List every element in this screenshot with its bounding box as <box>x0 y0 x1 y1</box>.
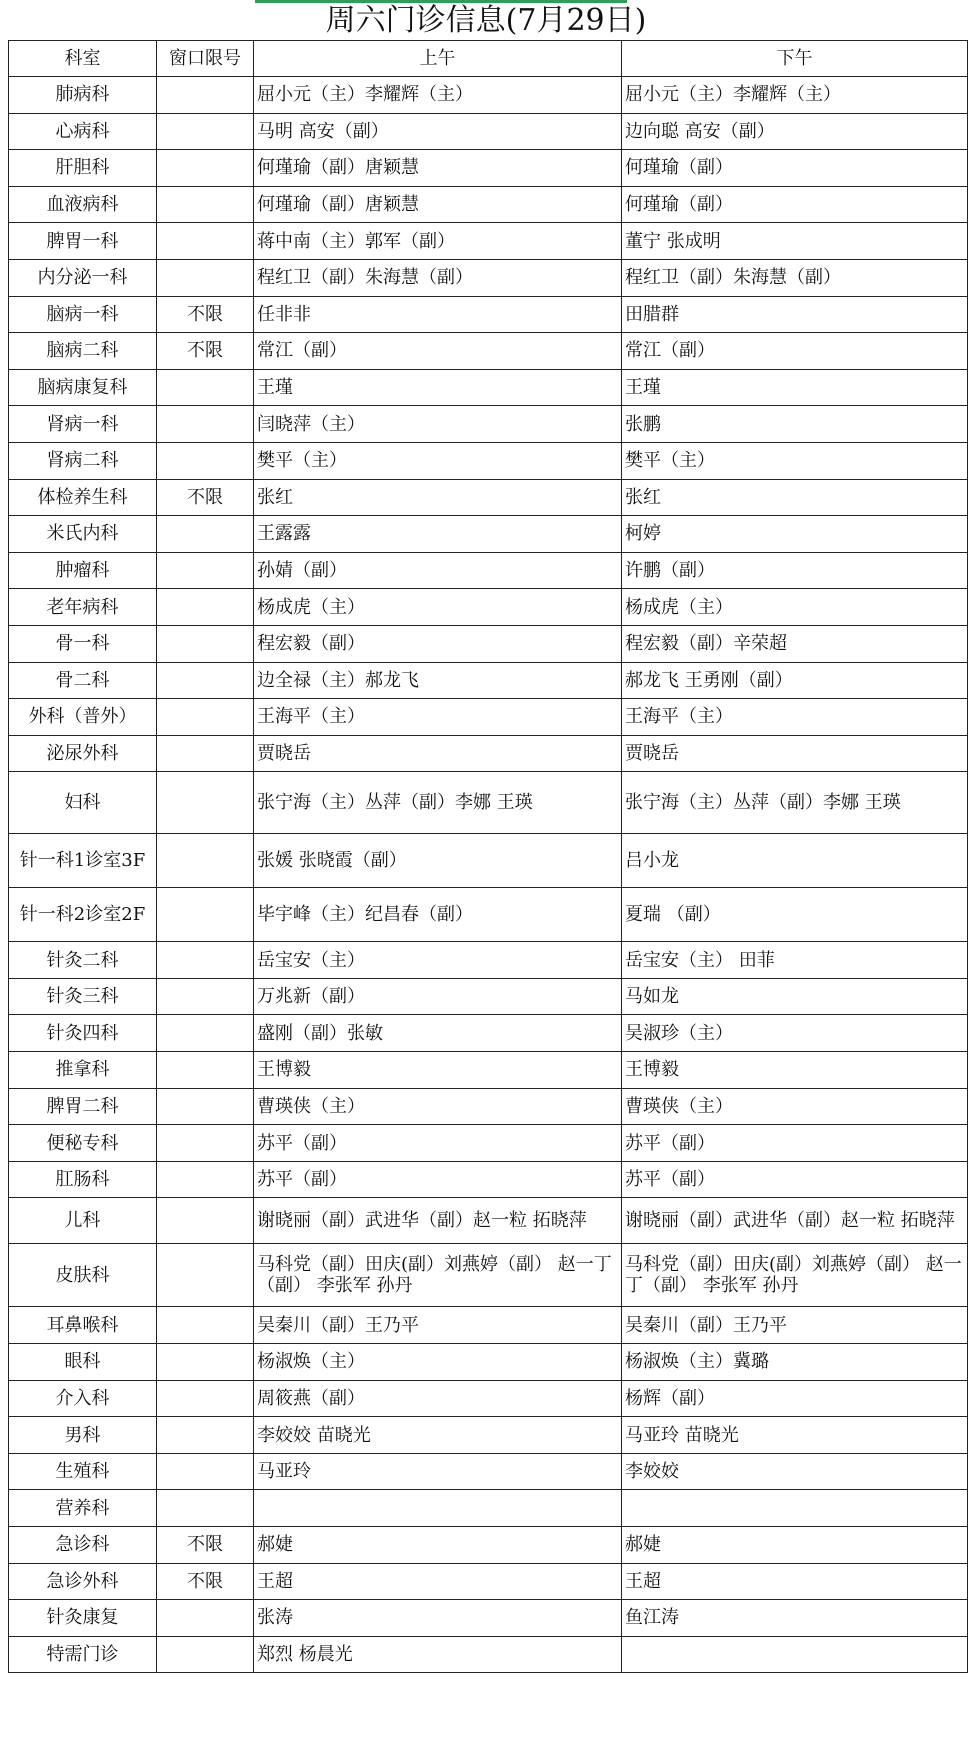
table-row <box>9 1600 968 1637</box>
morning-cell: 吴秦川（副）王乃平 <box>254 1307 622 1344</box>
window-limit-cell <box>157 1244 254 1307</box>
window-limit-cell <box>157 77 254 114</box>
afternoon-cell: 程红卫（副）朱海慧（副） <box>622 259 968 296</box>
afternoon-cell: 程宏毅（副）辛荣超 <box>622 625 968 662</box>
afternoon-cell: 杨辉（副） <box>622 1380 968 1417</box>
morning-cell: 王海平（主） <box>254 699 622 736</box>
afternoon-cell: 王超 <box>622 1563 968 1600</box>
dept-cell: 针灸三科 <box>9 978 157 1015</box>
window-limit-cell: 不限 <box>157 1527 254 1564</box>
table-row <box>9 1380 968 1417</box>
window-limit-cell <box>157 1052 254 1089</box>
window-limit-cell <box>157 662 254 699</box>
table-row <box>9 479 968 516</box>
dept-cell: 营养科 <box>9 1490 157 1527</box>
window-limit-cell <box>157 699 254 736</box>
table-row <box>9 333 968 370</box>
header-morning: 上午 <box>254 41 622 77</box>
table-row <box>9 1344 968 1381</box>
window-limit-cell <box>157 625 254 662</box>
dept-cell: 内分泌一科 <box>9 259 157 296</box>
table-row <box>9 1490 968 1527</box>
table-row <box>9 589 968 626</box>
morning-cell: 杨成虎（主） <box>254 589 622 626</box>
table-row <box>9 1161 968 1198</box>
window-limit-cell <box>157 369 254 406</box>
morning-cell: 谢晓丽（副）武进华（副）赵一粒 拓晓萍 <box>254 1198 622 1244</box>
morning-cell: 张红 <box>254 479 622 516</box>
morning-cell: 孙婧（副） <box>254 552 622 589</box>
afternoon-cell: 郝婕 <box>622 1527 968 1564</box>
dept-cell: 肺病科 <box>9 77 157 114</box>
afternoon-cell: 樊平（主） <box>622 442 968 479</box>
morning-cell: 盛刚（副）张敏 <box>254 1015 622 1052</box>
window-limit-cell <box>157 942 254 979</box>
dept-cell: 骨一科 <box>9 625 157 662</box>
table-row <box>9 442 968 479</box>
window-limit-cell <box>157 150 254 187</box>
afternoon-cell: 田腊群 <box>622 296 968 333</box>
morning-cell: 张媛 张晓霞（副） <box>254 834 622 888</box>
dept-cell: 肾病一科 <box>9 406 157 443</box>
table-row <box>9 1417 968 1454</box>
window-limit-cell <box>157 1380 254 1417</box>
morning-cell: 蒋中南（主）郭军（副） <box>254 223 622 260</box>
dept-cell: 外科（普外） <box>9 699 157 736</box>
window-limit-cell <box>157 1636 254 1673</box>
morning-cell: 毕宇峰（主）纪昌春（副） <box>254 888 622 942</box>
window-limit-cell <box>157 259 254 296</box>
morning-cell: 何瑾瑜（副）唐颖慧 <box>254 150 622 187</box>
page-title: 周六门诊信息(7月29日) <box>325 3 647 38</box>
morning-cell: 马亚玲 <box>254 1453 622 1490</box>
window-limit-cell <box>157 1198 254 1244</box>
window-limit-cell <box>157 1453 254 1490</box>
afternoon-cell: 张红 <box>622 479 968 516</box>
window-limit-cell <box>157 1600 254 1637</box>
afternoon-cell: 杨淑焕（主）冀璐 <box>622 1344 968 1381</box>
dept-cell: 针灸康复 <box>9 1600 157 1637</box>
window-limit-cell <box>157 1125 254 1162</box>
window-limit-cell: 不限 <box>157 296 254 333</box>
table-row <box>9 1125 968 1162</box>
window-limit-cell <box>157 1015 254 1052</box>
window-limit-cell <box>157 406 254 443</box>
dept-cell: 肾病二科 <box>9 442 157 479</box>
window-limit-cell: 不限 <box>157 333 254 370</box>
morning-cell: 郑烈 杨晨光 <box>254 1636 622 1673</box>
table-row <box>9 888 968 942</box>
morning-cell: 杨淑焕（主） <box>254 1344 622 1381</box>
afternoon-cell: 郝龙飞 王勇刚（副） <box>622 662 968 699</box>
dept-cell: 针灸二科 <box>9 942 157 979</box>
dept-cell: 生殖科 <box>9 1453 157 1490</box>
afternoon-cell: 苏平（副） <box>622 1125 968 1162</box>
dept-cell: 皮肤科 <box>9 1244 157 1307</box>
afternoon-cell: 董宁 张成明 <box>622 223 968 260</box>
afternoon-cell: 吴秦川（副）王乃平 <box>622 1307 968 1344</box>
afternoon-cell: 何瑾瑜（副） <box>622 150 968 187</box>
dept-cell: 骨二科 <box>9 662 157 699</box>
dept-cell: 推拿科 <box>9 1052 157 1089</box>
window-limit-cell <box>157 1307 254 1344</box>
schedule-body <box>9 41 968 1673</box>
afternoon-cell: 贾晓岳 <box>622 735 968 772</box>
window-limit-cell <box>157 1417 254 1454</box>
dept-cell: 男科 <box>9 1417 157 1454</box>
window-limit-cell <box>157 1344 254 1381</box>
window-limit-cell <box>157 1161 254 1198</box>
afternoon-cell: 杨成虎（主） <box>622 589 968 626</box>
dept-cell: 脾胃二科 <box>9 1088 157 1125</box>
morning-cell: 马明 高安（副） <box>254 113 622 150</box>
table-row <box>9 1244 968 1307</box>
morning-cell: 樊平（主） <box>254 442 622 479</box>
table-row <box>9 1636 968 1673</box>
afternoon-cell: 马科党（副）田庆(副）刘燕婷（副） 赵一丁（副） 李张军 孙丹 <box>622 1244 968 1307</box>
dept-cell: 脑病一科 <box>9 296 157 333</box>
dept-cell: 便秘专科 <box>9 1125 157 1162</box>
afternoon-cell: 吕小龙 <box>622 834 968 888</box>
afternoon-cell: 常江（副） <box>622 333 968 370</box>
morning-cell: 常江（副） <box>254 333 622 370</box>
table-row <box>9 296 968 333</box>
dept-cell: 心病科 <box>9 113 157 150</box>
morning-cell <box>254 1490 622 1527</box>
morning-cell: 王超 <box>254 1563 622 1600</box>
dept-cell: 急诊科 <box>9 1527 157 1564</box>
table-row <box>9 772 968 834</box>
afternoon-cell: 张宁海（主）丛萍（副）李娜 王瑛 <box>622 772 968 834</box>
morning-cell: 马科党（副）田庆(副）刘燕婷（副） 赵一丁（副） 李张军 孙丹 <box>254 1244 622 1307</box>
morning-cell: 贾晓岳 <box>254 735 622 772</box>
dept-cell: 米氏内科 <box>9 516 157 553</box>
afternoon-cell: 王海平（主） <box>622 699 968 736</box>
afternoon-cell: 鱼江涛 <box>622 1600 968 1637</box>
morning-cell: 屈小元（主）李耀辉（主） <box>254 77 622 114</box>
table-row <box>9 259 968 296</box>
table-row <box>9 223 968 260</box>
dept-cell: 脑病康复科 <box>9 369 157 406</box>
table-row <box>9 625 968 662</box>
window-limit-cell: 不限 <box>157 479 254 516</box>
table-row <box>9 1088 968 1125</box>
table-row <box>9 406 968 443</box>
dept-cell: 耳鼻喉科 <box>9 1307 157 1344</box>
dept-cell: 体检养生科 <box>9 479 157 516</box>
afternoon-cell: 王瑾 <box>622 369 968 406</box>
morning-cell: 程宏毅（副） <box>254 625 622 662</box>
window-limit-cell <box>157 888 254 942</box>
window-limit-cell <box>157 113 254 150</box>
dept-cell: 脑病二科 <box>9 333 157 370</box>
table-row <box>9 662 968 699</box>
afternoon-cell: 柯婷 <box>622 516 968 553</box>
afternoon-cell <box>622 1490 968 1527</box>
table-row <box>9 1198 968 1244</box>
table-row <box>9 369 968 406</box>
afternoon-cell <box>622 1636 968 1673</box>
header-row <box>9 41 968 77</box>
window-limit-cell <box>157 1490 254 1527</box>
morning-cell: 程红卫（副）朱海慧（副） <box>254 259 622 296</box>
table-row <box>9 516 968 553</box>
dept-cell: 肝胆科 <box>9 150 157 187</box>
header-window-limit: 窗口限号 <box>157 41 254 77</box>
morning-cell: 郝婕 <box>254 1527 622 1564</box>
table-row <box>9 150 968 187</box>
dept-cell: 儿科 <box>9 1198 157 1244</box>
morning-cell: 万兆新（副） <box>254 978 622 1015</box>
table-row <box>9 1015 968 1052</box>
morning-cell: 王博毅 <box>254 1052 622 1089</box>
dept-cell: 妇科 <box>9 772 157 834</box>
dept-cell: 介入科 <box>9 1380 157 1417</box>
afternoon-cell: 边向聪 高安（副） <box>622 113 968 150</box>
window-limit-cell <box>157 516 254 553</box>
morning-cell: 周筱燕（副） <box>254 1380 622 1417</box>
table-row <box>9 1453 968 1490</box>
morning-cell: 闫晓萍（主） <box>254 406 622 443</box>
afternoon-cell: 张鹏 <box>622 406 968 443</box>
afternoon-cell: 夏瑞 （副） <box>622 888 968 942</box>
dept-cell: 针灸四科 <box>9 1015 157 1052</box>
afternoon-cell: 屈小元（主）李耀辉（主） <box>622 77 968 114</box>
window-limit-cell <box>157 552 254 589</box>
table-row <box>9 1307 968 1344</box>
dept-cell: 眼科 <box>9 1344 157 1381</box>
window-limit-cell <box>157 1088 254 1125</box>
dept-cell: 血液病科 <box>9 186 157 223</box>
morning-cell: 何瑾瑜（副）唐颖慧 <box>254 186 622 223</box>
table-row <box>9 834 968 888</box>
window-limit-cell <box>157 735 254 772</box>
morning-cell: 王瑾 <box>254 369 622 406</box>
morning-cell: 张涛 <box>254 1600 622 1637</box>
dept-cell: 特需门诊 <box>9 1636 157 1673</box>
window-limit-cell <box>157 834 254 888</box>
afternoon-cell: 马亚玲 苗晓光 <box>622 1417 968 1454</box>
header-afternoon: 下午 <box>622 41 968 77</box>
table-row <box>9 978 968 1015</box>
afternoon-cell: 王博毅 <box>622 1052 968 1089</box>
window-limit-cell <box>157 442 254 479</box>
afternoon-cell: 马如龙 <box>622 978 968 1015</box>
table-row <box>9 552 968 589</box>
table-row <box>9 1527 968 1564</box>
afternoon-cell: 吴淑珍（主） <box>622 1015 968 1052</box>
dept-cell: 老年病科 <box>9 589 157 626</box>
afternoon-cell: 苏平（副） <box>622 1161 968 1198</box>
table-row <box>9 77 968 114</box>
morning-cell: 张宁海（主）丛萍（副）李娜 王瑛 <box>254 772 622 834</box>
table-row <box>9 1563 968 1600</box>
dept-cell: 针一科2诊室2F <box>9 888 157 942</box>
morning-cell: 苏平（副） <box>254 1161 622 1198</box>
dept-cell: 泌尿外科 <box>9 735 157 772</box>
afternoon-cell: 李姣姣 <box>622 1453 968 1490</box>
dept-cell: 肛肠科 <box>9 1161 157 1198</box>
window-limit-cell <box>157 772 254 834</box>
window-limit-cell <box>157 978 254 1015</box>
header-dept: 科室 <box>9 41 157 77</box>
table-row <box>9 186 968 223</box>
dept-cell: 针一科1诊室3F <box>9 834 157 888</box>
table-row <box>9 113 968 150</box>
dept-cell: 急诊外科 <box>9 1563 157 1600</box>
afternoon-cell: 岳宝安（主） 田菲 <box>622 942 968 979</box>
afternoon-cell: 曹瑛侠（主） <box>622 1088 968 1125</box>
morning-cell: 苏平（副） <box>254 1125 622 1162</box>
afternoon-cell: 何瑾瑜（副） <box>622 186 968 223</box>
morning-cell: 李姣姣 苗晓光 <box>254 1417 622 1454</box>
table-row <box>9 735 968 772</box>
morning-cell: 边全禄（主）郝龙飞 <box>254 662 622 699</box>
table-row <box>9 699 968 736</box>
morning-cell: 王露露 <box>254 516 622 553</box>
window-limit-cell: 不限 <box>157 1563 254 1600</box>
dept-cell: 脾胃一科 <box>9 223 157 260</box>
table-row <box>9 1052 968 1089</box>
table-row <box>9 942 968 979</box>
afternoon-cell: 许鹏（副） <box>622 552 968 589</box>
morning-cell: 曹瑛侠（主） <box>254 1088 622 1125</box>
window-limit-cell <box>157 589 254 626</box>
afternoon-cell: 谢晓丽（副）武进华（副）赵一粒 拓晓萍 <box>622 1198 968 1244</box>
window-limit-cell <box>157 223 254 260</box>
morning-cell: 任非非 <box>254 296 622 333</box>
dept-cell: 肿瘤科 <box>9 552 157 589</box>
window-limit-cell <box>157 186 254 223</box>
schedule-table <box>8 40 968 1673</box>
morning-cell: 岳宝安（主） <box>254 942 622 979</box>
